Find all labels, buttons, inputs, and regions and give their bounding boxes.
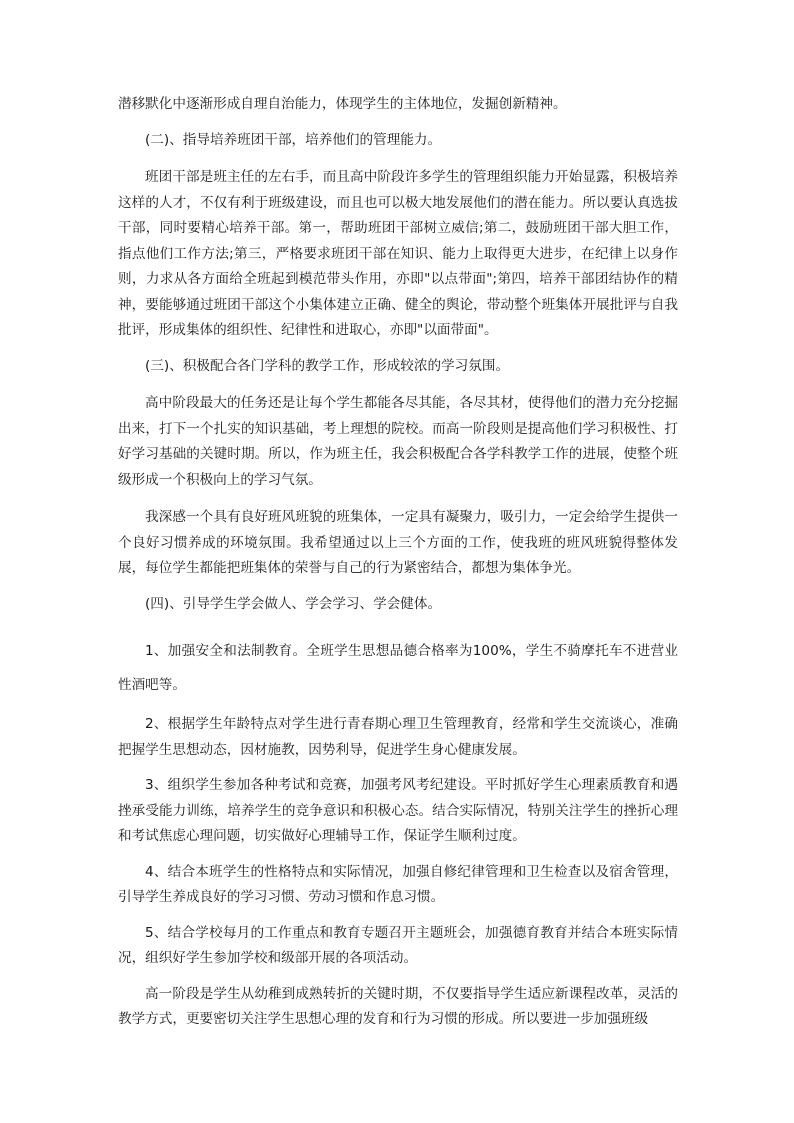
paragraph-class-cadres: 班团干部是班主任的左右手，而且高中阶段许多学生的管理组织能力开始显露，积极培养这样的人才，不仅有利于班级建设，而且也可以极大地发展他们的潜在能力。所以要认真选拔干部，同时要精心培养干部。第一，帮助班团干部树立威信;第二，鼓励班团干部大胆工作，指点他们工作方法;第三，严格要求班团干部在知识、能力上取得更大进步，在纪律上以身作则，力求从各方面给全班起到模范带头作用，亦即"以点带面";第四，培养干部团结协作的精神，要能够通过班团干部这个小集体建立正确、健全的舆论，带动整个班集体开展批评与自我批评，形成集体的组织性、纪律性和进取心，亦即"以面带面"。 <box>118 169 678 338</box>
document-page <box>118 92 678 1033</box>
paragraph-continuation: 潜移默化中逐渐形成自理自治能力，体现学生的主体地位，发掘创新精神。 <box>118 96 567 112</box>
paragraph-high-school-task: 高中阶段最大的任务还是让每个学生都能各尽其能，各尽其材，使得他们的潜力充分挖掘出来，打下一个扎实的知识基础，考上理想的院校。而高一阶段则是提高他们学习积极性、打好学习基础的关键时期。所以，作为班主任，我会积极配合各学科教学工作的进展，使整个班级形成一个积极向上的学习气氛。 <box>118 395 678 488</box>
paragraph-class-collective: 我深感一个具有良好班风班貌的班集体，一定具有凝聚力，吸引力，一定会给学生提供一个良好习惯养成的环境氛围。我希望通过以上三个方面的工作，使我班的班风班貌得整体发展，每位学生都能把班集体的荣誉与自己的行为紧密结合，都想为集体争光。 <box>118 509 678 576</box>
list-item-3: 3、组织学生参加各种考试和竞赛，加强考风考纪建设。平时抓好学生心理素质教育和遇挫承受能力训练，培养学生的竞争意识和积极心态。结合实际情况，特别关注学生的挫折心理和考试焦虑心理问题，切实做好心理辅导工作，保证学生顺利过度。 <box>118 777 678 844</box>
list-item-4: 4、结合本班学生的性格特点和实际情况，加强自修纪律管理和卫生检查以及宿舍管理，引导学生养成良好的学习习惯、劳动习惯和作息习惯。 <box>118 863 678 905</box>
paragraph-grade-one: 高一阶段是学生从幼稚到成熟转折的关键时期，不仅要指导学生适应新课程改革，灵活的教学方式，更要密切关注学生思想心理的发育和行为习惯的形成。所以要进一步加强班级 <box>118 985 678 1027</box>
section-heading-3: (三)、积极配合各门学科的教学工作，形成较浓的学习氛围。 <box>145 357 510 374</box>
list-item-2: 2、根据学生年龄特点对学生进行青春期心理卫生管理教育，经常和学生交流谈心，准确把握学生思想动态，因材施教，因势利导，促进学生身心健康发展。 <box>118 716 678 758</box>
list-item-1: 1、加强安全和法制教育。全班学生思想品德合格率为100%，学生不骑摩托车不进营业性酒吧等。 <box>118 643 678 693</box>
section-heading-4: (四)、引导学生学会做人、学会学习、学会健体。 <box>145 595 442 612</box>
list-item-5: 5、结合学校每月的工作重点和教育专题召开主题班会，加强德育教育并结合本班实际情况，组织好学生参加学校和级部开展的各项活动。 <box>118 924 678 966</box>
section-heading-2: (二)、指导培养班团干部，培养他们的管理能力。 <box>145 131 442 148</box>
